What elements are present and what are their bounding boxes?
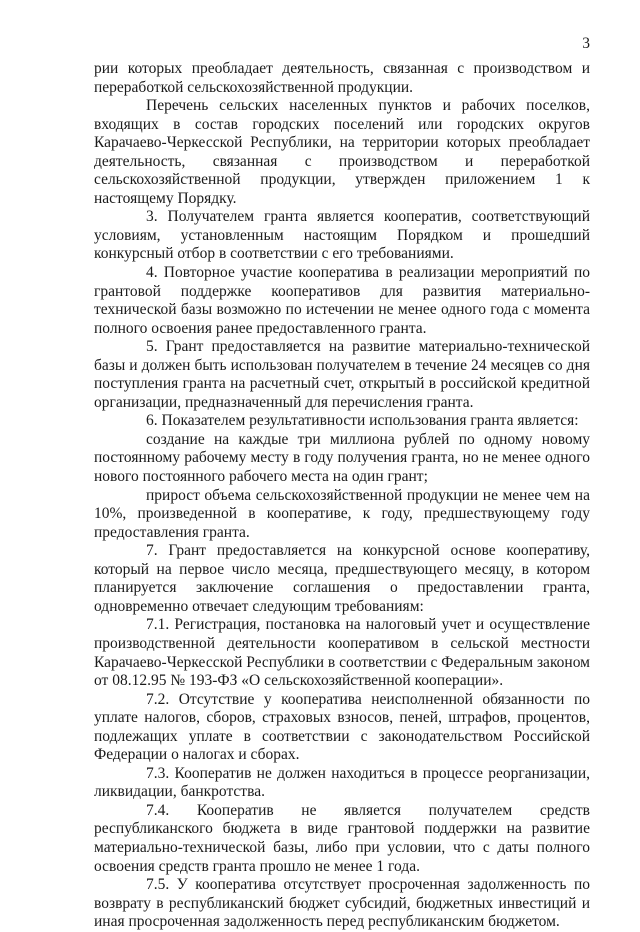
paragraph-item-7-2: 7.2. Отсутствие у кооператива неисполненной обязанности по уплате налогов, сборов, страховых взносов, пеней, штрафов, процентов, подлежащих уплате в соответствии с законодательством Российской Федерации о налогах и сборах.: [94, 690, 590, 764]
paragraph-item-6-jobs: создание на каждые три миллиона рублей по одному новому постоянному рабочему месту в году получения гранта, но не менее одного нового постоянного рабочего места на один грант;: [94, 430, 590, 486]
paragraph-item-3: 3. Получателем гранта является кооператив, соответствующий условиям, установленным настоящим Порядком и прошедший конкурсный отбор в соответствии с его требованиями.: [94, 208, 590, 263]
paragraph-item-7-3: 7.3. Кооператив не должен находиться в процессе реорганизации, ликвидации, банкротства.: [94, 764, 590, 801]
paragraph-continuation: рии которых преобладает деятельность, связанная с производством и переработкой сельскохозяйственной продукции.: [94, 60, 590, 96]
paragraph-item-4: 4. Повторное участие кооператива в реализации мероприятий по грантовой поддержке кооперативов для развития материально-технической базы возможно по истечении не менее одного года с момента полного освоения ранее предоставленного гранта.: [94, 264, 590, 337]
paragraph-item-7-5: 7.5. У кооператива отсутствует просроченная задолженность по возврату в республиканский бюджет субсидий, бюджетных инвестиций и иная просроченная задолженность перед республиканским бюджетом.: [94, 876, 590, 931]
paragraph-item-6: 6. Показателем результативности использования гранта является:: [146, 412, 579, 430]
document-body: [94, 60, 590, 932]
paragraph-item-5: 5. Грант предоставляется на развитие материально-технической базы и должен быть использован получателем в течение 24 месяцев со дня поступления гранта на расчетный счет, открытый в российской кредитной организации, предназначенный для перечисления гранта.: [94, 338, 590, 411]
paragraph-item-7: 7. Грант предоставляется на конкурсной основе кооперативу, который на первое число месяца, предшествующего месяцу, в котором планируется заключение соглашения о предоставлении гранта, одновременно отвечает следующим требованиям:: [94, 542, 590, 615]
paragraph-item-7-1: 7.1. Регистрация, постановка на налоговый учет и осуществление производственной деятельности кооперативом в сельской местности Карачаево-Черкесской Республики в соответствии с Федеральным законом от 08.12.95 № 193-ФЗ «О сельскохозяйственной кооперации».: [94, 616, 590, 690]
paragraph-settlements-list: Перечень сельских населенных пунктов и рабочих поселков, входящих в состав городских поселений или городских округов Карачаево-Черкесской Республики, на территории которых преобладает деятельность, связанная с производством и переработкой сельскохозяйственной продукции, утвержден приложением 1 к настоящему Порядку.: [94, 97, 590, 207]
paragraph-item-6-growth: прирост объема сельскохозяйственной продукции не менее чем на 10%, произведенной в кооперативе, к году, предшествующему году предоставления гранта.: [94, 486, 590, 541]
page-number: 3: [582, 35, 590, 52]
paragraph-item-7-4: 7.4. Кооператив не является получателем средств республиканского бюджета в виде грантовой поддержки на развитие материально-технической базы, либо при условии, что с даты полного освоения средств гранта прошло не менее 1 года.: [94, 801, 590, 875]
